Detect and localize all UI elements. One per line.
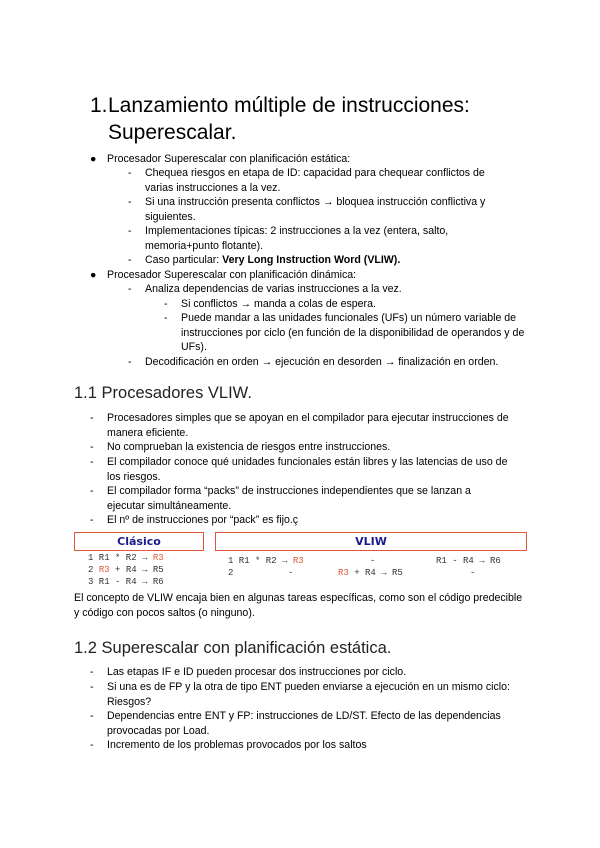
vliw-row-1-col-3: R1 - R4 → R6	[436, 556, 501, 566]
vliw-row-2-dash-2: -	[470, 568, 476, 578]
clasico-label: Clásico	[74, 532, 204, 551]
section-title-vliw: 1.1 Procesadores VLIW.	[74, 384, 252, 402]
vliw-label: VLIW	[215, 532, 527, 551]
section-title-superescalar: 1.2 Superescalar con planificación estática.	[74, 639, 392, 657]
bullet-text: Procesador Superescalar con planificación estática:	[107, 153, 351, 165]
bullet-icon: ●	[90, 269, 97, 281]
heading-line-1: Lanzamiento múltiple de instrucciones:	[108, 94, 470, 117]
vliw-row-1-col-1: 1 R1 * R2 → R3	[228, 556, 304, 566]
heading-line-2: Superescalar.	[108, 121, 237, 144]
bullet-text: Procesador Superescalar con planificación dinámica:	[107, 269, 357, 281]
bullet-icon: ●	[90, 153, 97, 165]
main-heading	[90, 92, 470, 146]
heading-number: 1.	[90, 94, 108, 117]
vliw-row-1-col-2: -	[370, 556, 376, 566]
clasico-line-3: 3 R1 - R4 → R6	[88, 577, 164, 587]
clasico-line-2: 2 R3 + R4 → R5	[88, 565, 164, 575]
vliw-row-2-dash-1: -	[288, 568, 294, 578]
vliw-row-2-col-1: 2	[228, 568, 234, 578]
vliw-row-2-col-2: R3 + R4 → R5	[338, 568, 403, 578]
clasico-line-1: 1 R1 * R2 → R3	[88, 553, 164, 563]
document-page: 1.Lanzamiento múltiple de instrucciones: Superescalar. ● Procesador Superescalar con planificación estática: - Chequea riesgos en etapa de ID: capacidad para chequear conflictos de varias instrucciones a la vez. - Si una instrucción presenta conflictos → bloquea instrucción conflictiva y siguientes. - Implementaciones típicas: 2 instrucciones a la vez (entera, salto, memoria+punto flotante). - Caso particular: Very Long Instruction Word (VLIW). ● Procesador Superescalar con planificación dinámica: - Analiza dependencias de varias instrucciones a la vez. - Si conflictos → manda a colas de espera. - Puede mandar a las unidades funcionales (UFs) un número variable de instrucciones por ciclo (en función de la disponibilidad de operandos y de UFs). - Decodificación en orden → ejecución en desorden → finalización en orden. 1.1 Procesadores VLIW. - Procesadores simples que se apoyan en el compilador para ejecutar instrucciones de manera eficiente. - No comprueban la existencia de riesgos entre instrucciones. - El compilador conoce qué unidades funcionales están libres y las latencias de uso de los riesgos. - El compilador forma “packs” de instrucciones independientes que se lanzan a ejecutar simultáneamente. - El nº de instrucciones por “pack” es fijo.ç Clásico VLIW 1 R1 * R2 → R3 2 R3 + R4 → R5 3 R1 - R4 → R6 1 R1 * R2 → R3 - R1 - R4 → R6 2 - R3 + R4 → R5 - El concepto de VLIW encaja bien en algunas tareas específicas, como son el código predecible y código con pocos saltos (o ninguno). 1.2 Superescalar con planificación estática. - Las etapas IF e ID pueden procesar dos instrucciones por ciclo. - Si una es de FP y la otra de tipo ENT pueden enviarse a ejecución en un mismo ciclo: Riesgos? - Dependencias entre ENT y FP: instrucciones de LD/ST. Efecto de las dependencias provocadas por Load. - Incremento de los problemas provocados por los saltos	[0, 0, 600, 848]
vliw-paragraph: El concepto de VLIW encaja bien en algunas tareas específicas, como son el código predecible y código con pocos saltos (o ninguno).	[74, 592, 523, 619]
